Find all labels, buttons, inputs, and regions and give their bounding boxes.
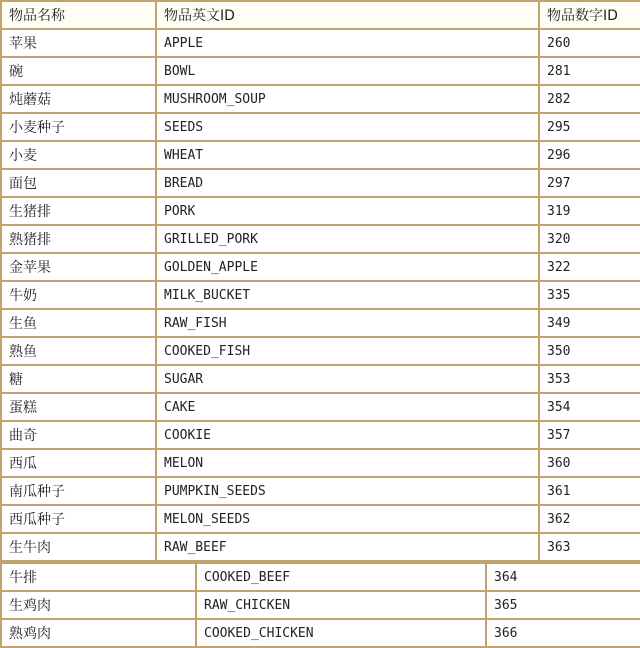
item-numeric-id-cell: 295 bbox=[539, 113, 640, 141]
table-row bbox=[1, 281, 640, 309]
item-name-cell: 小麦 bbox=[1, 141, 156, 169]
item-numeric-id-cell: 260 bbox=[539, 29, 640, 57]
item-english-id-cell: WHEAT bbox=[156, 141, 539, 169]
item-numeric-id-cell: 361 bbox=[539, 477, 640, 505]
table-row bbox=[1, 619, 640, 647]
table-row bbox=[1, 533, 640, 561]
item-english-id-cell: MUSHROOM_SOUP bbox=[156, 85, 539, 113]
item-name-cell: 熟猪排 bbox=[1, 225, 156, 253]
item-numeric-id-cell: 366 bbox=[486, 619, 640, 647]
table-row bbox=[1, 225, 640, 253]
item-english-id-cell: BOWL bbox=[156, 57, 539, 85]
item-english-id-cell: PORK bbox=[156, 197, 539, 225]
table-row bbox=[1, 563, 640, 591]
item-name-cell: 西瓜 bbox=[1, 449, 156, 477]
item-english-id-cell: COOKED_FISH bbox=[156, 337, 539, 365]
item-numeric-id-cell: 357 bbox=[539, 421, 640, 449]
header-item-numeric-id: 物品数字ID bbox=[539, 1, 640, 29]
item-numeric-id-cell: 282 bbox=[539, 85, 640, 113]
table-row bbox=[1, 309, 640, 337]
item-numeric-id-cell: 353 bbox=[539, 365, 640, 393]
item-english-id-cell: RAW_FISH bbox=[156, 309, 539, 337]
item-name-cell: 生牛肉 bbox=[1, 533, 156, 561]
item-name-cell: 生猪排 bbox=[1, 197, 156, 225]
item-id-table-header bbox=[1, 1, 640, 29]
item-numeric-id-cell: 349 bbox=[539, 309, 640, 337]
main-table-body bbox=[1, 29, 640, 561]
item-numeric-id-cell: 354 bbox=[539, 393, 640, 421]
table-row bbox=[1, 57, 640, 85]
item-english-id-cell: GRILLED_PORK bbox=[156, 225, 539, 253]
item-name-cell: 炖蘑菇 bbox=[1, 85, 156, 113]
item-name-cell: 曲奇 bbox=[1, 421, 156, 449]
item-name-cell: 糖 bbox=[1, 365, 156, 393]
table-row bbox=[1, 505, 640, 533]
item-numeric-id-cell: 296 bbox=[539, 141, 640, 169]
item-english-id-cell: MELON_SEEDS bbox=[156, 505, 539, 533]
item-name-cell: 苹果 bbox=[1, 29, 156, 57]
item-numeric-id-cell: 363 bbox=[539, 533, 640, 561]
item-name-cell: 碗 bbox=[1, 57, 156, 85]
table-row bbox=[1, 591, 640, 619]
item-numeric-id-cell: 319 bbox=[539, 197, 640, 225]
table-row bbox=[1, 85, 640, 113]
table-row bbox=[1, 253, 640, 281]
table-row bbox=[1, 365, 640, 393]
item-english-id-cell: SUGAR bbox=[156, 365, 539, 393]
item-numeric-id-cell: 362 bbox=[539, 505, 640, 533]
table-row bbox=[1, 141, 640, 169]
item-english-id-cell: RAW_CHICKEN bbox=[196, 591, 486, 619]
item-name-cell: 熟鱼 bbox=[1, 337, 156, 365]
header-item-english-id: 物品英文ID bbox=[156, 1, 539, 29]
item-id-table-secondary bbox=[0, 562, 640, 648]
item-name-cell: 生鸡肉 bbox=[1, 591, 196, 619]
item-english-id-cell: COOKED_CHICKEN bbox=[196, 619, 486, 647]
item-numeric-id-cell: 365 bbox=[486, 591, 640, 619]
table-row bbox=[1, 393, 640, 421]
table-row bbox=[1, 421, 640, 449]
item-english-id-cell: RAW_BEEF bbox=[156, 533, 539, 561]
item-english-id-cell: GOLDEN_APPLE bbox=[156, 253, 539, 281]
header-item-name: 物品名称 bbox=[1, 1, 156, 29]
table-row bbox=[1, 169, 640, 197]
item-name-cell: 蛋糕 bbox=[1, 393, 156, 421]
header-row bbox=[1, 1, 640, 29]
item-numeric-id-cell: 335 bbox=[539, 281, 640, 309]
item-numeric-id-cell: 360 bbox=[539, 449, 640, 477]
item-english-id-cell: BREAD bbox=[156, 169, 539, 197]
table-row bbox=[1, 477, 640, 505]
item-english-id-cell: PUMPKIN_SEEDS bbox=[156, 477, 539, 505]
item-numeric-id-cell: 320 bbox=[539, 225, 640, 253]
item-name-cell: 熟鸡肉 bbox=[1, 619, 196, 647]
item-english-id-cell: CAKE bbox=[156, 393, 539, 421]
item-numeric-id-cell: 297 bbox=[539, 169, 640, 197]
item-english-id-cell: SEEDS bbox=[156, 113, 539, 141]
table-row bbox=[1, 113, 640, 141]
item-name-cell: 金苹果 bbox=[1, 253, 156, 281]
item-english-id-cell: MILK_BUCKET bbox=[156, 281, 539, 309]
item-numeric-id-cell: 281 bbox=[539, 57, 640, 85]
item-english-id-cell: APPLE bbox=[156, 29, 539, 57]
item-english-id-cell: COOKED_BEEF bbox=[196, 563, 486, 591]
item-name-cell: 小麦种子 bbox=[1, 113, 156, 141]
item-numeric-id-cell: 322 bbox=[539, 253, 640, 281]
item-english-id-cell: COOKIE bbox=[156, 421, 539, 449]
item-name-cell: 南瓜种子 bbox=[1, 477, 156, 505]
table-row bbox=[1, 197, 640, 225]
item-name-cell: 生鱼 bbox=[1, 309, 156, 337]
item-numeric-id-cell: 350 bbox=[539, 337, 640, 365]
item-english-id-cell: MELON bbox=[156, 449, 539, 477]
secondary-table-body bbox=[1, 563, 640, 647]
item-name-cell: 西瓜种子 bbox=[1, 505, 156, 533]
table-row bbox=[1, 337, 640, 365]
table-row bbox=[1, 449, 640, 477]
item-name-cell: 牛排 bbox=[1, 563, 196, 591]
item-name-cell: 牛奶 bbox=[1, 281, 156, 309]
item-numeric-id-cell: 364 bbox=[486, 563, 640, 591]
item-name-cell: 面包 bbox=[1, 169, 156, 197]
table-row bbox=[1, 29, 640, 57]
